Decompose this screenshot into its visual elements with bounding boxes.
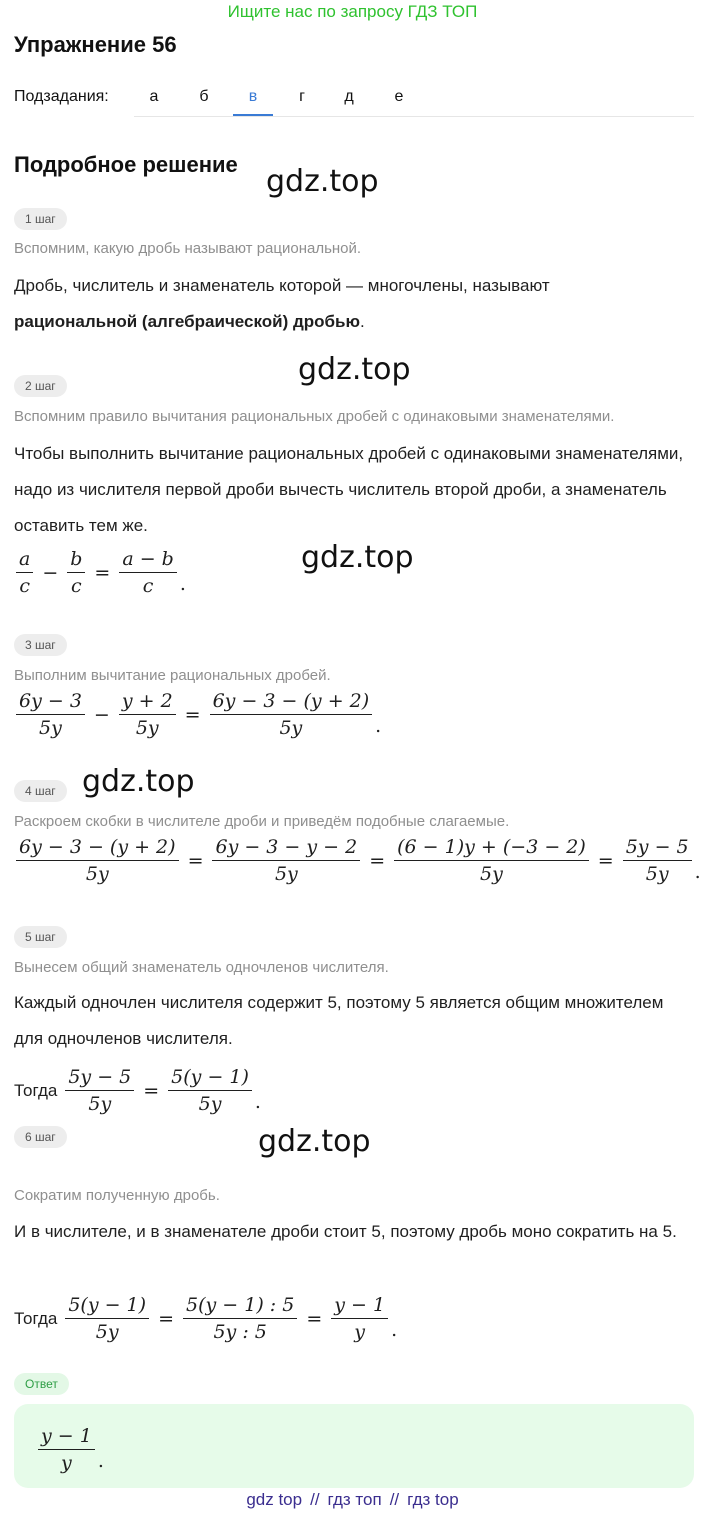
step-badge: 4 шаг <box>14 780 67 802</box>
formula: $\frac{6y - 3 - (y + 2)}{5y}$ = $\frac{6y - 3 - y - 2}{5y}$ = $\frac{(6 - 1)y + (-3 - 2)}{5y}$ = $\frac{5y - 5}{5y}$ . <box>14 836 701 885</box>
step-text <box>14 268 694 340</box>
formula: Тогда $\frac{5y - 5}{5y}$ = $\frac{5(y - 1)}{5y}$ . <box>14 1066 261 1115</box>
footer-links <box>0 1490 705 1510</box>
tab-e[interactable]: е <box>394 88 404 105</box>
step-hint: Вспомним правило вычитания рациональных дробей с одинаковыми знаменателями. <box>14 408 615 425</box>
subtask-tabs <box>134 86 694 117</box>
answer-box <box>14 1404 694 1488</box>
tab-d[interactable]: д <box>344 88 354 105</box>
answer-formula: $\frac{y - 1}{y}$ . <box>36 1425 104 1474</box>
step-hint: Сократим полученную дробь. <box>14 1187 220 1204</box>
answer-badge: Ответ <box>14 1373 69 1395</box>
step-badge: 5 шаг <box>14 926 67 948</box>
watermark: gdz.top <box>266 164 379 199</box>
fraction: $\frac{a}{c}$ <box>16 548 33 597</box>
tab-b[interactable]: б <box>199 88 209 105</box>
formula-prefix: Тогда <box>14 1080 58 1100</box>
formula: $\frac{6y - 3}{5y}$ − $\frac{y + 2}{5y}$ = $\frac{6y - 3 - (y + 2)}{5y}$ . <box>14 690 381 739</box>
step-text: Чтобы выполнить вычитание рациональных дробей с одинаковыми знаменателями, надо из числителя первой дроби вычесть числитель второй дроби, а знаменатель оставить тем же. <box>14 444 684 535</box>
step-badge: 1 шаг <box>14 208 67 230</box>
definition-text: Дробь, числитель и знаменатель которой — многочлены, называют <box>14 276 550 295</box>
footer-link[interactable]: гдз топ <box>327 1490 382 1509</box>
tab-a[interactable]: а <box>149 88 159 105</box>
step-badge: 2 шаг <box>14 375 67 397</box>
fraction: $\frac{6y - 3 - (y + 2)}{5y}$ <box>210 690 373 739</box>
fraction: $\frac{b}{c}$ <box>67 548 85 597</box>
fraction: $\frac{y - 1}{y}$ <box>38 1425 95 1474</box>
definition-end: . <box>360 312 365 331</box>
footer-link[interactable]: гдз top <box>407 1490 459 1509</box>
fraction: $\frac{5y - 5}{5y}$ <box>65 1066 134 1115</box>
step-hint: Вспомним, какую дробь называют рациональной. <box>14 240 362 257</box>
step-hint: Раскроем скобки в числителе дроби и приведём подобные слагаемые. <box>14 813 510 830</box>
definition-bold: рациональной (алгебраической) дробью <box>14 312 361 331</box>
fraction: $\frac{a - b}{c}$ <box>119 548 177 597</box>
subtasks-bar <box>14 86 694 116</box>
formula: $\frac{a}{c}$ − $\frac{b}{c}$ = $\frac{a - b}{c}$ . <box>14 548 186 597</box>
fraction: $\frac{y - 1}{y}$ <box>331 1294 388 1343</box>
watermark: gdz.top <box>301 540 414 575</box>
subtasks-label: Подзадания: <box>14 88 109 105</box>
fraction: $\frac{(6 - 1)y + (-3 - 2)}{5y}$ <box>394 836 589 885</box>
fraction: $\frac{5(y - 1)}{5y}$ <box>65 1294 149 1343</box>
footer-separator: // <box>389 1490 400 1509</box>
search-banner: Ищите нас по запросу ГДЗ ТОП <box>227 2 478 21</box>
watermark: gdz.top <box>258 1124 371 1159</box>
step-hint: Выполним вычитание рациональных дробей. <box>14 667 331 684</box>
fraction: $\frac{5y - 5}{5y}$ <box>623 836 692 885</box>
formula: Тогда $\frac{5(y - 1)}{5y}$ = $\frac{5(y - 1) : 5}{5y : 5}$ = $\frac{y - 1}{y}$ . <box>14 1294 398 1343</box>
footer-link[interactable]: gdz top <box>246 1490 303 1509</box>
fraction: $\frac{6y - 3 - (y + 2)}{5y}$ <box>16 836 179 885</box>
step-badge: 6 шаг <box>14 1126 67 1148</box>
watermark: gdz.top <box>298 352 411 387</box>
step-hint: Вынесем общий знаменатель одночленов числителя. <box>14 959 389 976</box>
solution-title: Подробное решение <box>14 152 238 177</box>
footer-separator: // <box>310 1490 320 1509</box>
step-badge: 3 шаг <box>14 634 67 656</box>
watermark: gdz.top <box>82 764 195 799</box>
exercise-title: Упражнение 56 <box>14 32 177 57</box>
fraction: $\frac{6y - 3}{5y}$ <box>16 690 85 739</box>
formula-prefix: Тогда <box>14 1308 58 1328</box>
fraction: $\frac{6y - 3 - y - 2}{5y}$ <box>212 836 360 885</box>
fraction: $\frac{5(y - 1) : 5}{5y : 5}$ <box>183 1294 297 1343</box>
fraction: $\frac{5(y - 1)}{5y}$ <box>168 1066 252 1115</box>
step-text: И в числителе, и в знаменателе дроби стоит 5, поэтому дробь моно сократить на 5. <box>14 1222 677 1241</box>
fraction: $\frac{y + 2}{5y}$ <box>119 690 176 739</box>
tab-g[interactable]: г <box>299 88 305 105</box>
step-text: Каждый одночлен числителя содержит 5, поэтому 5 является общим множителем для одночленов числителя. <box>14 993 664 1048</box>
tab-v[interactable]: в <box>233 88 273 106</box>
